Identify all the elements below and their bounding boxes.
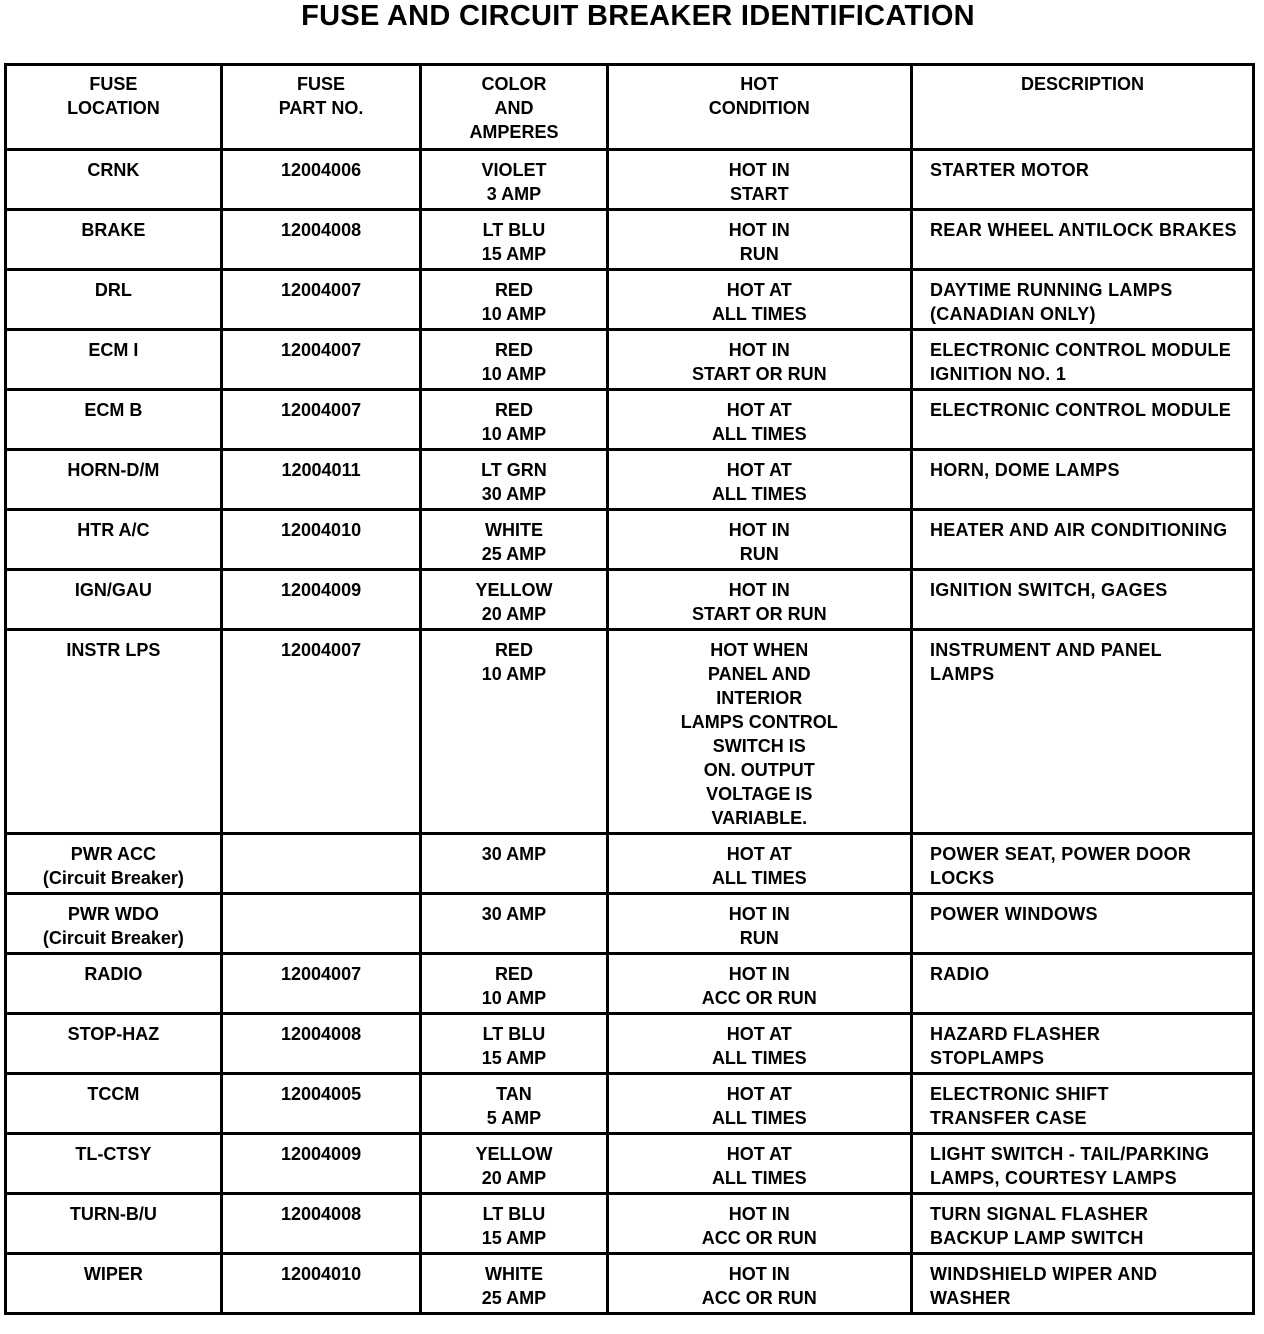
description-cell: HAZARD FLASHER STOPLAMPS xyxy=(911,1014,1253,1074)
color-amperes-cell: LT BLU 15 AMP xyxy=(421,1194,607,1254)
color-amperes-cell: WHITE 25 AMP xyxy=(421,1254,607,1314)
fuse-location-cell: TCCM xyxy=(6,1074,222,1134)
table-row xyxy=(6,1194,1254,1254)
table-row xyxy=(6,390,1254,450)
fuse-location-cell: STOP-HAZ xyxy=(6,1014,222,1074)
color-amperes-cell: RED 10 AMP xyxy=(421,270,607,330)
fuse-location-cell: HTR A/C xyxy=(6,510,222,570)
color-amperes-cell: RED 10 AMP xyxy=(421,390,607,450)
color-amperes-cell: RED 10 AMP xyxy=(421,630,607,834)
table-row xyxy=(6,450,1254,510)
description-cell: ELECTRONIC CONTROL MODULE IGNITION NO. 1 xyxy=(911,330,1253,390)
hot-condition-cell: HOT IN ACC OR RUN xyxy=(607,954,911,1014)
description-cell: DAYTIME RUNNING LAMPS (CANADIAN ONLY) xyxy=(911,270,1253,330)
hot-condition-cell: HOT IN ACC OR RUN xyxy=(607,1194,911,1254)
fuse-part-no-cell: 12004008 xyxy=(221,1014,421,1074)
table-row xyxy=(6,570,1254,630)
table-row xyxy=(6,1074,1254,1134)
fuse-part-no-cell: 12004007 xyxy=(221,954,421,1014)
color-amperes-cell: 30 AMP xyxy=(421,834,607,894)
fuse-part-no-cell: 12004007 xyxy=(221,270,421,330)
table-row xyxy=(6,1014,1254,1074)
fuse-part-no-cell: 12004008 xyxy=(221,1194,421,1254)
header-description: DESCRIPTION xyxy=(911,65,1253,150)
hot-condition-cell: HOT IN START xyxy=(607,150,911,210)
table-row xyxy=(6,510,1254,570)
hot-condition-cell: HOT IN RUN xyxy=(607,510,911,570)
fuse-part-no-cell: 12004006 xyxy=(221,150,421,210)
description-cell: REAR WHEEL ANTILOCK BRAKES xyxy=(911,210,1253,270)
fuse-part-no-cell: 12004007 xyxy=(221,630,421,834)
fuse-location-cell: ECM I xyxy=(6,330,222,390)
hot-condition-cell: HOT AT ALL TIMES xyxy=(607,834,911,894)
page-title: FUSE AND CIRCUIT BREAKER IDENTIFICATION xyxy=(301,0,975,32)
fuse-location-cell: IGN/GAU xyxy=(6,570,222,630)
header-color-amperes: COLOR AND AMPERES xyxy=(421,65,607,150)
fuse-part-no-cell: 12004011 xyxy=(221,450,421,510)
table-row xyxy=(6,834,1254,894)
color-amperes-cell: TAN 5 AMP xyxy=(421,1074,607,1134)
fuse-part-no-cell: 12004005 xyxy=(221,1074,421,1134)
fuse-location-cell: PWR WDO (Circuit Breaker) xyxy=(6,894,222,954)
table-row xyxy=(6,894,1254,954)
hot-condition-cell: HOT IN START OR RUN xyxy=(607,330,911,390)
description-cell: WINDSHIELD WIPER AND WASHER xyxy=(911,1254,1253,1314)
color-amperes-cell: LT GRN 30 AMP xyxy=(421,450,607,510)
color-amperes-cell: LT BLU 15 AMP xyxy=(421,1014,607,1074)
fuse-part-no-cell: 12004008 xyxy=(221,210,421,270)
color-amperes-cell: YELLOW 20 AMP xyxy=(421,1134,607,1194)
description-cell: POWER WINDOWS xyxy=(911,894,1253,954)
description-cell: ELECTRONIC SHIFT TRANSFER CASE xyxy=(911,1074,1253,1134)
color-amperes-cell: WHITE 25 AMP xyxy=(421,510,607,570)
header-fuse-location: FUSE LOCATION xyxy=(6,65,222,150)
fuse-part-no-cell: 12004010 xyxy=(221,1254,421,1314)
fuse-part-no-cell xyxy=(221,834,421,894)
hot-condition-cell: HOT AT ALL TIMES xyxy=(607,390,911,450)
table-header-row xyxy=(6,65,1254,150)
description-cell: TURN SIGNAL FLASHER BACKUP LAMP SWITCH xyxy=(911,1194,1253,1254)
table-row xyxy=(6,270,1254,330)
fuse-table xyxy=(4,63,1255,1315)
hot-condition-cell: HOT AT ALL TIMES xyxy=(607,1074,911,1134)
fuse-location-cell: ECM B xyxy=(6,390,222,450)
hot-condition-cell: HOT AT ALL TIMES xyxy=(607,450,911,510)
fuse-part-no-cell: 12004007 xyxy=(221,390,421,450)
color-amperes-cell: YELLOW 20 AMP xyxy=(421,570,607,630)
description-cell: RADIO xyxy=(911,954,1253,1014)
fuse-location-cell: TURN-B/U xyxy=(6,1194,222,1254)
hot-condition-cell: HOT IN RUN xyxy=(607,894,911,954)
hot-condition-cell: HOT AT ALL TIMES xyxy=(607,1134,911,1194)
table-row xyxy=(6,150,1254,210)
fuse-part-no-cell: 12004007 xyxy=(221,330,421,390)
table-row xyxy=(6,210,1254,270)
header-hot-condition: HOT CONDITION xyxy=(607,65,911,150)
color-amperes-cell: LT BLU 15 AMP xyxy=(421,210,607,270)
fuse-location-cell: INSTR LPS xyxy=(6,630,222,834)
color-amperes-cell: RED 10 AMP xyxy=(421,954,607,1014)
table-row xyxy=(6,1254,1254,1314)
fuse-part-no-cell xyxy=(221,894,421,954)
header-fuse-part-no: FUSE PART NO. xyxy=(221,65,421,150)
fuse-location-cell: WIPER xyxy=(6,1254,222,1314)
fuse-part-no-cell: 12004010 xyxy=(221,510,421,570)
description-cell: IGNITION SWITCH, GAGES xyxy=(911,570,1253,630)
hot-condition-cell: HOT AT ALL TIMES xyxy=(607,270,911,330)
fuse-location-cell: RADIO xyxy=(6,954,222,1014)
table-row xyxy=(6,630,1254,834)
description-cell: HEATER AND AIR CONDITIONING xyxy=(911,510,1253,570)
hot-condition-cell: HOT WHEN PANEL AND INTERIOR LAMPS CONTROL SWITCH IS ON. OUTPUT VOLTAGE IS VARIABLE. xyxy=(607,630,911,834)
description-cell: LIGHT SWITCH - TAIL/PARKING LAMPS, COURTESY LAMPS xyxy=(911,1134,1253,1194)
fuse-part-no-cell: 12004009 xyxy=(221,570,421,630)
fuse-location-cell: PWR ACC (Circuit Breaker) xyxy=(6,834,222,894)
hot-condition-cell: HOT IN RUN xyxy=(607,210,911,270)
table-row xyxy=(6,954,1254,1014)
hot-condition-cell: HOT IN START OR RUN xyxy=(607,570,911,630)
fuse-location-cell: DRL xyxy=(6,270,222,330)
description-cell: POWER SEAT, POWER DOOR LOCKS xyxy=(911,834,1253,894)
hot-condition-cell: HOT IN ACC OR RUN xyxy=(607,1254,911,1314)
color-amperes-cell: RED 10 AMP xyxy=(421,330,607,390)
fuse-location-cell: CRNK xyxy=(6,150,222,210)
description-cell: HORN, DOME LAMPS xyxy=(911,450,1253,510)
fuse-part-no-cell: 12004009 xyxy=(221,1134,421,1194)
fuse-location-cell: HORN-D/M xyxy=(6,450,222,510)
table-row xyxy=(6,1134,1254,1194)
description-cell: INSTRUMENT AND PANEL LAMPS xyxy=(911,630,1253,834)
description-cell: ELECTRONIC CONTROL MODULE xyxy=(911,390,1253,450)
fuse-location-cell: BRAKE xyxy=(6,210,222,270)
table-row xyxy=(6,330,1254,390)
description-cell: STARTER MOTOR xyxy=(911,150,1253,210)
color-amperes-cell: VIOLET 3 AMP xyxy=(421,150,607,210)
fuse-location-cell: TL-CTSY xyxy=(6,1134,222,1194)
hot-condition-cell: HOT AT ALL TIMES xyxy=(607,1014,911,1074)
color-amperes-cell: 30 AMP xyxy=(421,894,607,954)
